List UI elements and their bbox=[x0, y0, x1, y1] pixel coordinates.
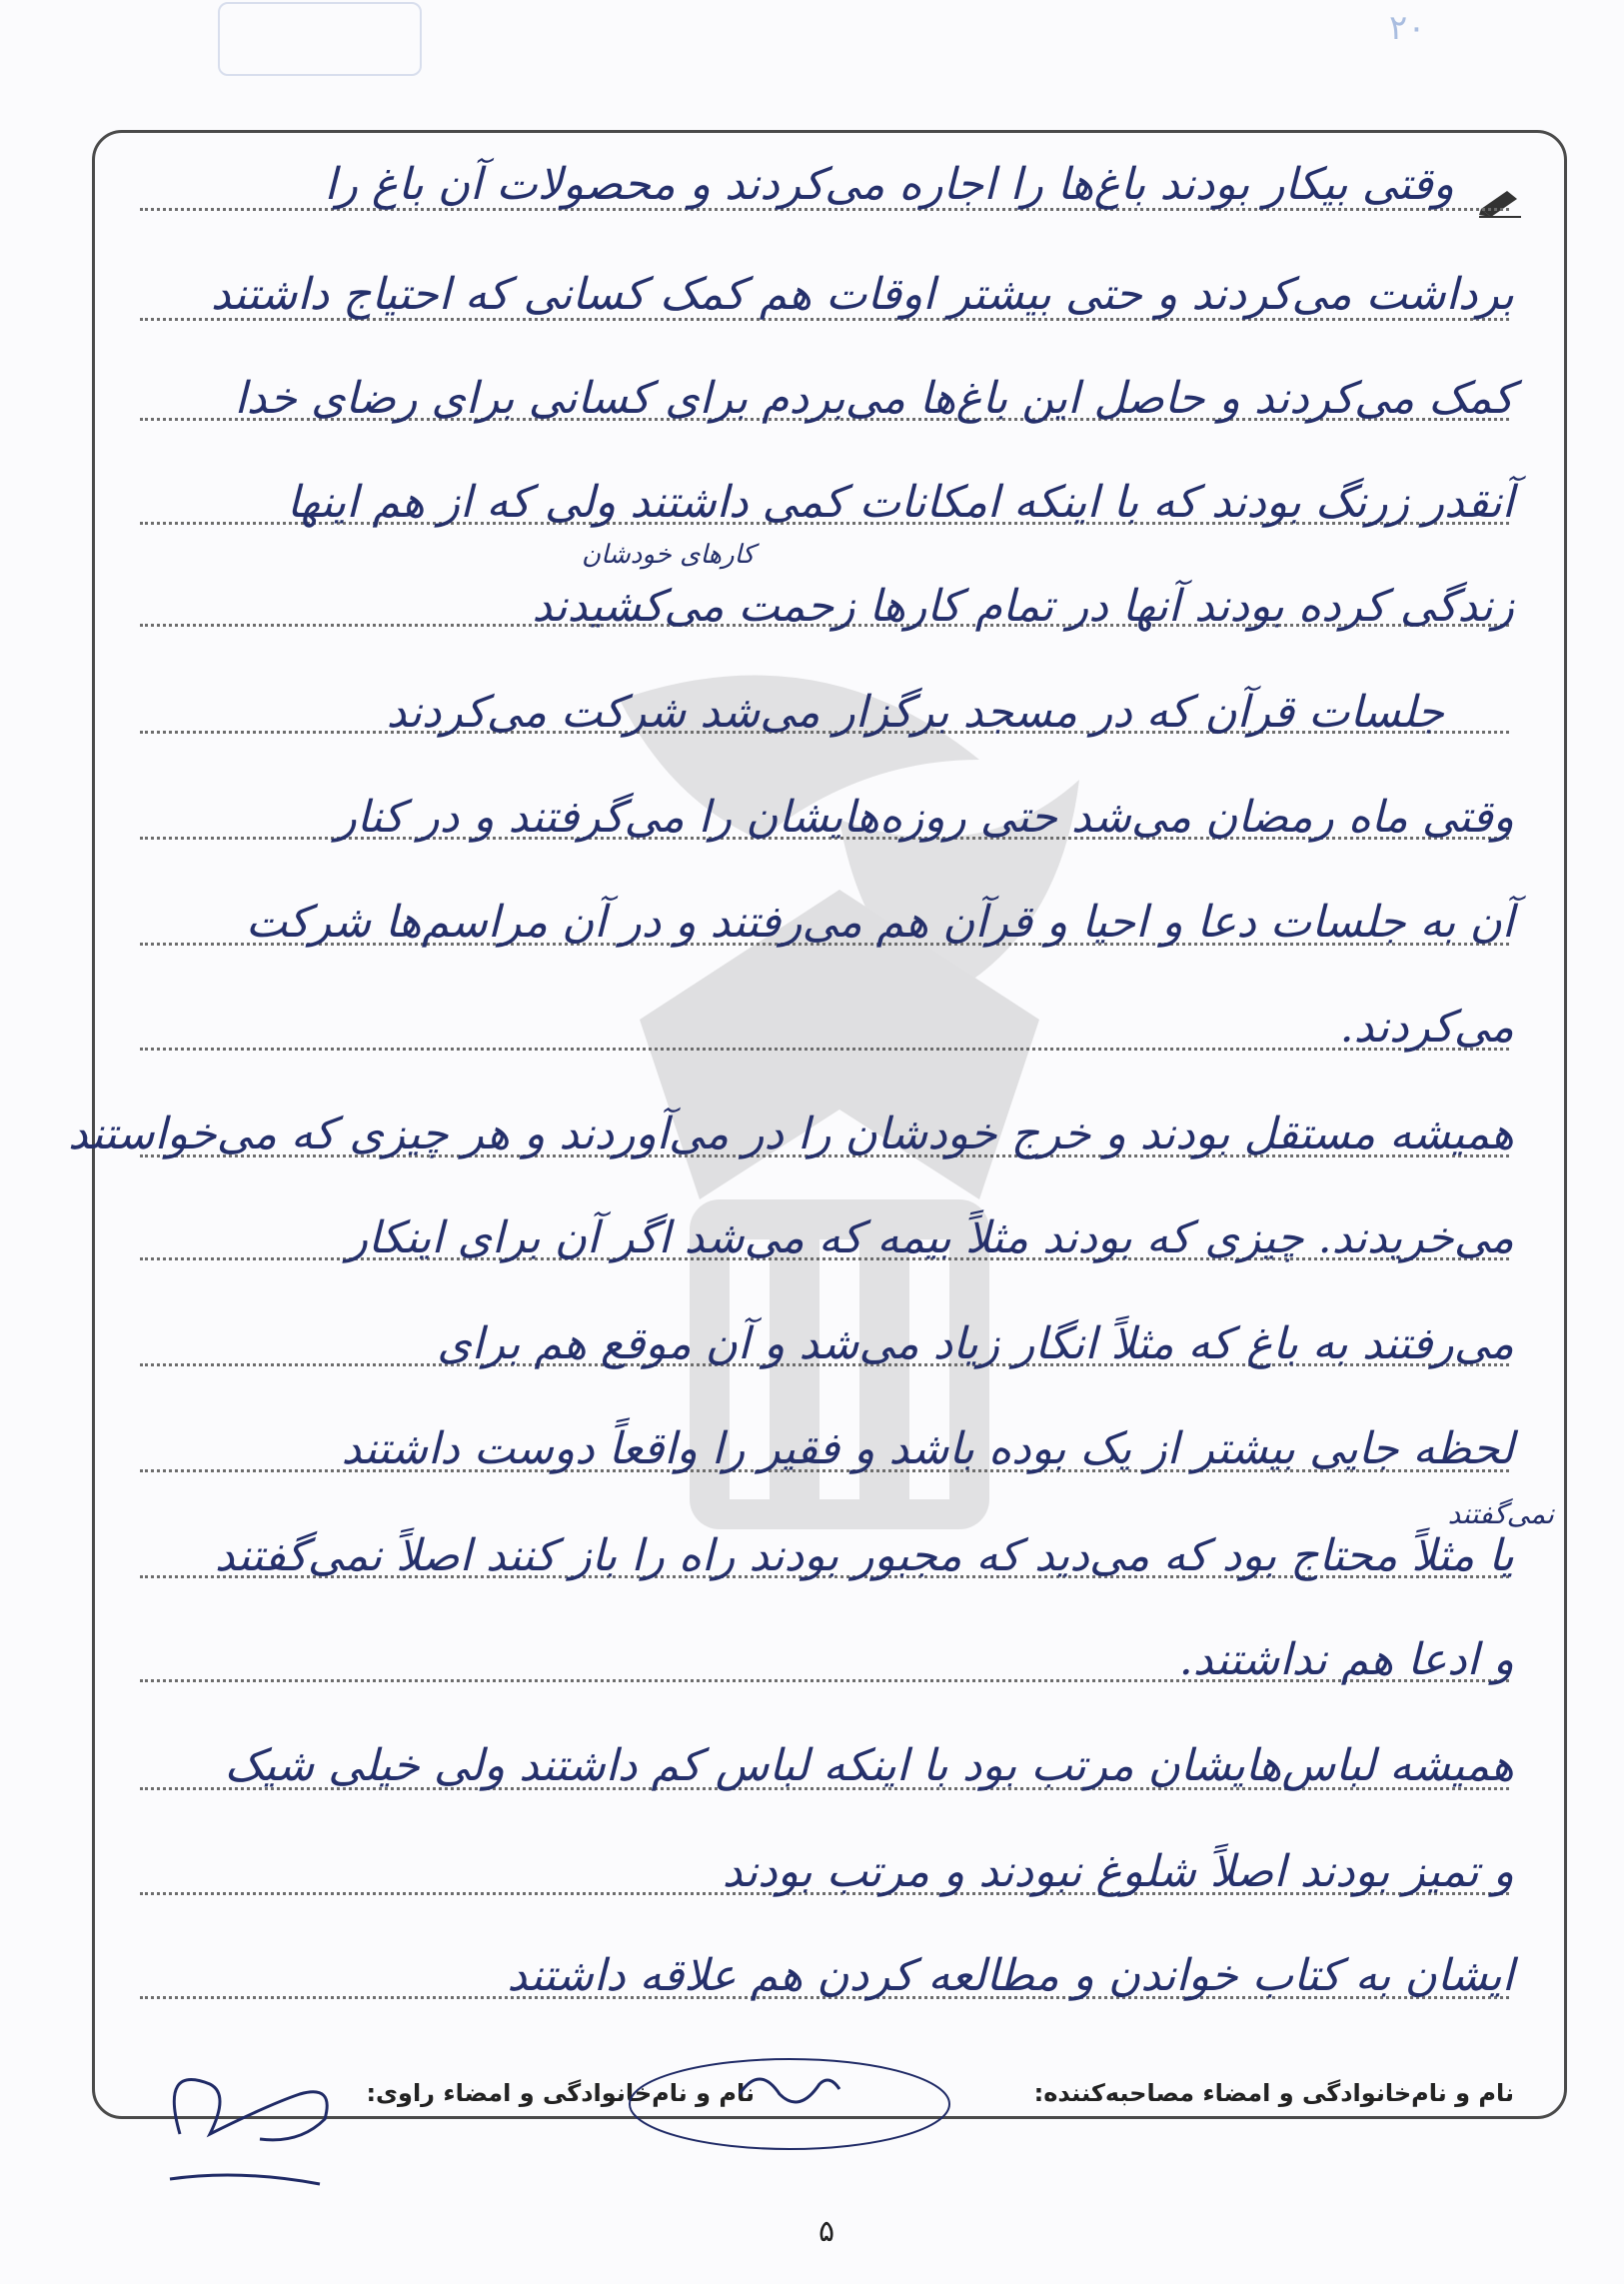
narrator-signature-label: نام و نام‌خانوادگی و امضاء راوی: bbox=[366, 2079, 755, 2107]
handwritten-line: می‌رفتند به باغ که مثلاً انگار زیاد می‌شد و آن موقع هم برای bbox=[437, 1318, 1514, 1369]
handwritten-line: یا مثلاً محتاج بود که می‌دید که مجبور بودند راه را باز کنند اصلاً نمی‌گفتند bbox=[214, 1530, 1514, 1581]
handwritten-line: جلسات قرآن که در مسجد برگزار می‌شد شرکت می‌کردند bbox=[386, 687, 1444, 738]
faint-stamp bbox=[218, 2, 422, 76]
handwritten-line: همیشه مستقل بودند و خرج خودشان را در می‌آوردند و هر چیزی که می‌خواستند bbox=[68, 1109, 1514, 1159]
interviewer-signature bbox=[620, 2034, 959, 2164]
handwritten-line: وقتی ماه رمضان می‌شد حتی روزه‌هایشان را می‌گرفتند و در کنار bbox=[335, 792, 1514, 843]
handwritten-line: همیشه لباس‌هایشان مرتب بود با اینکه لباس کم داشتند ولی خیلی شیک bbox=[224, 1740, 1514, 1791]
margin-note: نمی‌گفتند bbox=[1447, 1497, 1554, 1530]
handwritten-line: می‌کردند. bbox=[1339, 1002, 1514, 1053]
interviewer-signature-label: نام و نام‌خانوادگی و امضاء مصاحبه‌کننده: bbox=[1033, 2079, 1514, 2107]
handwritten-line: و تمیز بودند اصلاً شلوغ نبودند و مرتب بودند bbox=[722, 1846, 1514, 1897]
pencil-icon bbox=[1477, 185, 1523, 219]
rule-line bbox=[140, 1048, 1509, 1051]
handwritten-line: کمک می‌کردند و حاصل این باغ‌ها می‌بردم برای کسانی برای رضای خدا bbox=[234, 373, 1514, 424]
handwritten-line: آنقدر زرنگ بودند که با اینکه امکانات کمی داشتند ولی که از هم اینها bbox=[287, 477, 1514, 528]
watermark-emblem-icon bbox=[560, 640, 1119, 1539]
handwritten-line: لحظه جایی بیشتر از یک بوده باشد و فقیر را واقعاً دوست داشتند bbox=[341, 1423, 1514, 1474]
interlinear-note: کارهای خودشان bbox=[582, 540, 755, 570]
page-number: ۵ bbox=[817, 2214, 835, 2249]
corner-page-mark: ۲۰ bbox=[1389, 8, 1426, 48]
handwritten-line: و ادعا هم نداشتند. bbox=[1178, 1634, 1514, 1685]
handwritten-line: آن به جلسات دعا و احیا و قرآن هم می‌رفتند و در آن مراسم‌ها شرکت bbox=[245, 897, 1514, 948]
handwritten-line: ایشان به کتاب خواندن و مطالعه کردن هم علاقه داشتند bbox=[507, 1950, 1514, 2001]
handwritten-line: وقتی بیکار بودند باغ‌ها را اجاره می‌کردند و محصولات آن باغ را bbox=[324, 159, 1454, 210]
handwritten-line: زندگی کرده بودند آنها در تمام کارها زحمت می‌کشیدند bbox=[532, 581, 1514, 632]
handwritten-line: برداشت می‌کردند و حتی بیشتر اوقات هم کمک کسانی که احتیاج داشتند bbox=[210, 269, 1514, 320]
narrator-signature bbox=[150, 2024, 350, 2204]
handwritten-line: می‌خریدند. چیزی که بودند مثلاً بیمه که می‌شد اگر آن برای اینکار bbox=[346, 1212, 1514, 1263]
